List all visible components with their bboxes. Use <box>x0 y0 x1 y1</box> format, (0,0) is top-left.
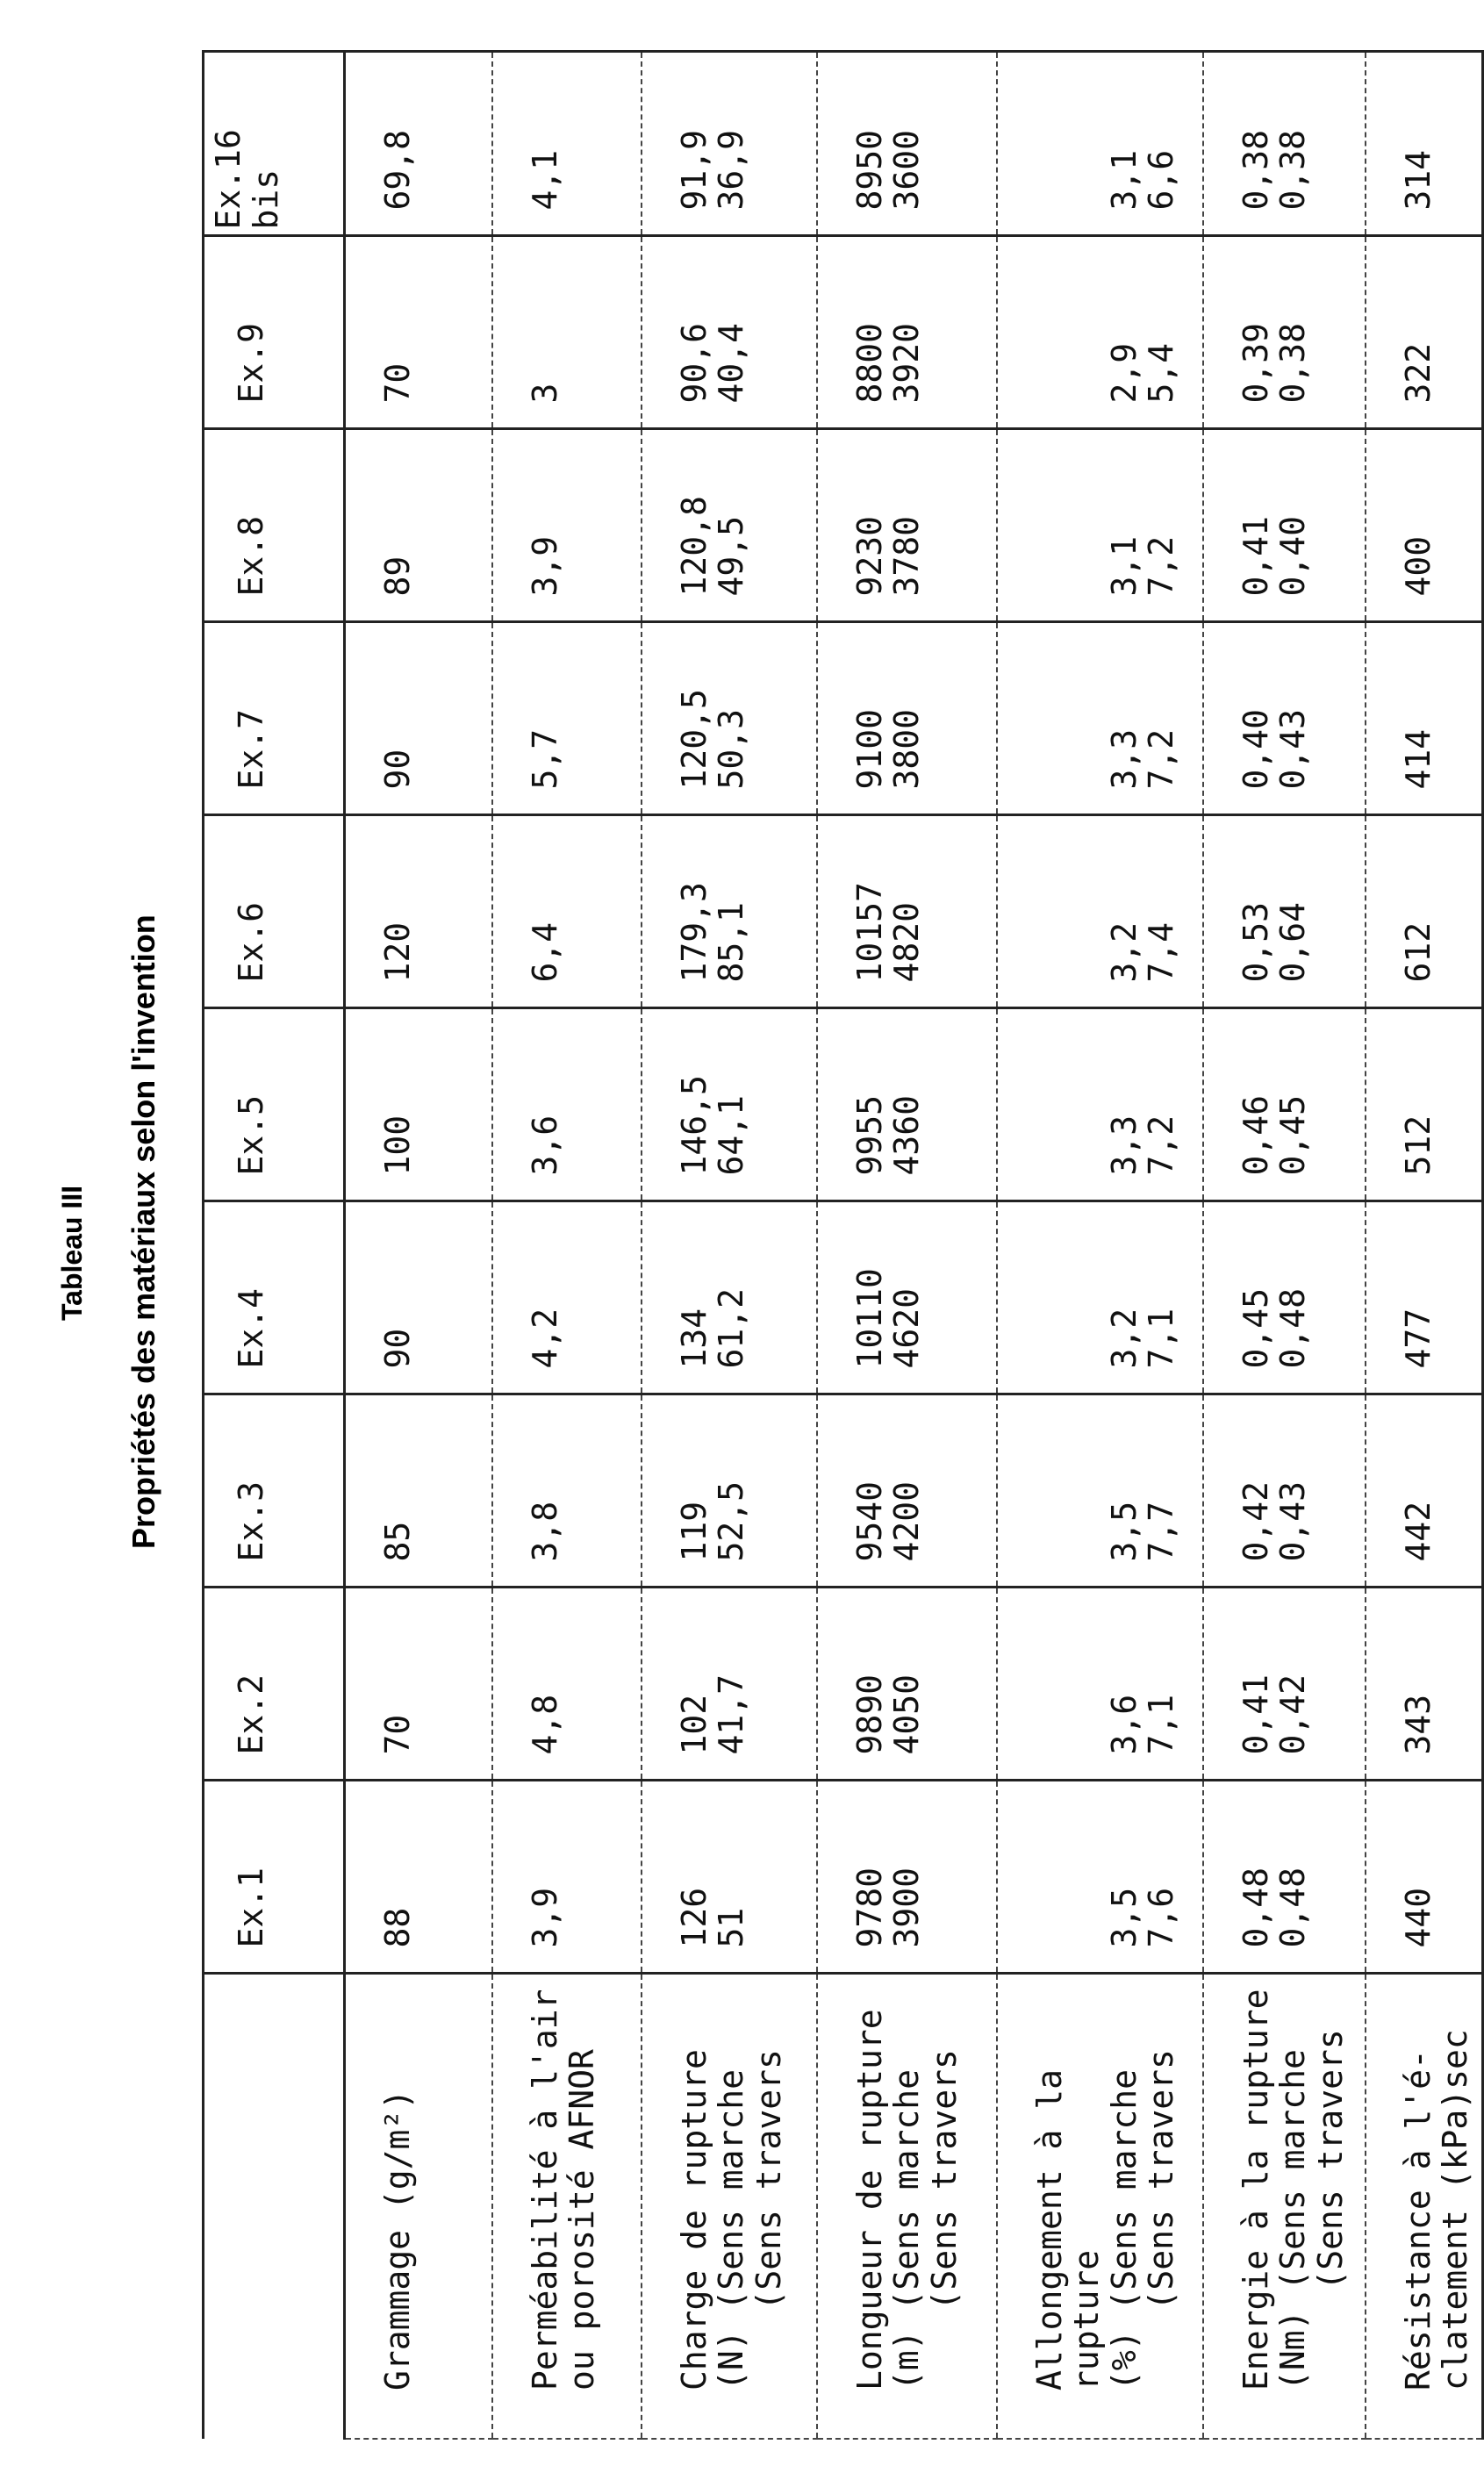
column-header-ex3: Ex.3 <box>204 1394 345 1588</box>
table-cell: 85 <box>345 1394 492 1588</box>
table-cell: 3,9 <box>492 1781 642 1974</box>
table-row-allongement-rupture <box>997 52 1203 2439</box>
table-row-energie-rupture <box>1203 52 1366 2439</box>
table-row-charge-rupture <box>642 52 817 2439</box>
properties-table-container <box>202 53 1475 2440</box>
table-cell: 477 <box>1366 1201 1483 1394</box>
table-cell: 4,8 <box>492 1588 642 1781</box>
table-cell: 134 61,2 <box>642 1201 817 1394</box>
table-cell: 6,4 <box>492 815 642 1008</box>
row-label-permeabilite: Perméabilité à l'air ou porosité AFNOR <box>492 1974 642 2439</box>
table-cell: 0,40 0,43 <box>1203 622 1366 815</box>
column-header-ex5: Ex.5 <box>204 1008 345 1201</box>
table-title: Tableau III <box>56 1185 88 1321</box>
table-cell: 90,6 40,4 <box>642 236 817 429</box>
column-header-ex6: Ex.6 <box>204 815 345 1008</box>
table-row-resistance-eclatement <box>1366 52 1483 2439</box>
table-cell: 9230 3780 <box>817 429 997 622</box>
table-cell: 2,9 5,4 <box>997 236 1203 429</box>
table-row-grammage <box>345 52 492 2439</box>
properties-table <box>202 51 1484 2441</box>
table-cell: 119 52,5 <box>642 1394 817 1588</box>
table-cell: 0,45 0,48 <box>1203 1201 1366 1394</box>
table-cell: 10157 4820 <box>817 815 997 1008</box>
header-corner <box>204 1974 345 2439</box>
table-row-permeabilite <box>492 52 642 2439</box>
table-cell: 9780 3900 <box>817 1781 997 1974</box>
table-cell: 70 <box>345 236 492 429</box>
table-cell: 70 <box>345 1588 492 1781</box>
table-cell: 146,5 64,1 <box>642 1008 817 1201</box>
table-cell: 9955 4360 <box>817 1008 997 1201</box>
table-cell: 0,42 0,43 <box>1203 1394 1366 1588</box>
table-cell: 120,8 49,5 <box>642 429 817 622</box>
column-header-ex16bis: Ex.16 bis <box>204 52 345 236</box>
row-label-resistance-eclatement: Résistance à l'é- clatement (kPa)sec <box>1366 1974 1483 2439</box>
column-header-ex2: Ex.2 <box>204 1588 345 1781</box>
table-cell: 90 <box>345 1201 492 1394</box>
table-cell: 0,48 0,48 <box>1203 1781 1366 1974</box>
table-cell: 8800 3920 <box>817 236 997 429</box>
row-label-energie-rupture: Energie à la rupture (Nm) (Sens marche (Sens travers <box>1203 1974 1366 2439</box>
table-cell: 91,9 36,9 <box>642 52 817 236</box>
table-cell: 3,6 7,1 <box>997 1588 1203 1781</box>
table-cell: 4,2 <box>492 1201 642 1394</box>
table-cell: 3,3 7,2 <box>997 622 1203 815</box>
table-cell: 5,7 <box>492 622 642 815</box>
row-label-charge-rupture: Charge de rupture (N) (Sens marche (Sens travers <box>642 1974 817 2439</box>
column-header-ex8: Ex.8 <box>204 429 345 622</box>
table-cell: 102 41,7 <box>642 1588 817 1781</box>
table-cell: 100 <box>345 1008 492 1201</box>
table-cell: 126 51 <box>642 1781 817 1974</box>
table-cell: 314 <box>1366 52 1483 236</box>
table-cell: 322 <box>1366 236 1483 429</box>
table-cell: 343 <box>1366 1588 1483 1781</box>
table-cell: 3,5 7,7 <box>997 1394 1203 1588</box>
table-cell: 414 <box>1366 622 1483 815</box>
table-cell: 512 <box>1366 1008 1483 1201</box>
table-cell: 0,38 0,38 <box>1203 52 1366 236</box>
table-cell: 3,2 7,1 <box>997 1201 1203 1394</box>
row-label-grammage: Grammage (g/m²) <box>345 1974 492 2439</box>
table-cell: 0,39 0,38 <box>1203 236 1366 429</box>
header-row <box>204 52 345 2439</box>
table-cell: 10110 4620 <box>817 1201 997 1394</box>
column-header-ex9: Ex.9 <box>204 236 345 429</box>
table-cell: 9890 4050 <box>817 1588 997 1781</box>
table-cell: 3,1 7,2 <box>997 429 1203 622</box>
table-cell: 3,2 7,4 <box>997 815 1203 1008</box>
table-cell: 3,6 <box>492 1008 642 1201</box>
table-cell: 179,3 85,1 <box>642 815 817 1008</box>
table-cell: 442 <box>1366 1394 1483 1588</box>
column-header-ex7: Ex.7 <box>204 622 345 815</box>
table-cell: 88 <box>345 1781 492 1974</box>
table-cell: 0,41 0,42 <box>1203 1588 1366 1781</box>
table-cell: 120,5 50,3 <box>642 622 817 815</box>
table-cell: 3 <box>492 236 642 429</box>
column-header-ex4: Ex.4 <box>204 1201 345 1394</box>
column-header-ex1: Ex.1 <box>204 1781 345 1974</box>
table-cell: 0,46 0,45 <box>1203 1008 1366 1201</box>
table-cell: 3,3 7,2 <box>997 1008 1203 1201</box>
table-cell: 9100 3800 <box>817 622 997 815</box>
table-cell: 3,9 <box>492 429 642 622</box>
table-cell: 3,5 7,6 <box>997 1781 1203 1974</box>
table-subtitle: Propriétés des matériaux selon l'invention <box>125 914 161 1549</box>
table-row-longueur-rupture <box>817 52 997 2439</box>
table-cell: 3,1 6,6 <box>997 52 1203 236</box>
table-cell: 3,8 <box>492 1394 642 1588</box>
table-cell: 69,8 <box>345 52 492 236</box>
table-cell: 612 <box>1366 815 1483 1008</box>
table-cell: 89 <box>345 429 492 622</box>
table-cell: 440 <box>1366 1781 1483 1974</box>
table-cell: 8950 3600 <box>817 52 997 236</box>
table-cell: 120 <box>345 815 492 1008</box>
table-cell: 9540 4200 <box>817 1394 997 1588</box>
table-cell: 400 <box>1366 429 1483 622</box>
row-label-longueur-rupture: Longueur de rupture (m) (Sens marche (Sens travers <box>817 1974 997 2439</box>
row-label-allongement-rupture: Allongement à la rupture (%) (Sens marche (Sens travers <box>997 1974 1203 2439</box>
table-cell: 4,1 <box>492 52 642 236</box>
table-cell: 0,53 0,64 <box>1203 815 1366 1008</box>
table-cell: 0,41 0,40 <box>1203 429 1366 622</box>
table-cell: 90 <box>345 622 492 815</box>
